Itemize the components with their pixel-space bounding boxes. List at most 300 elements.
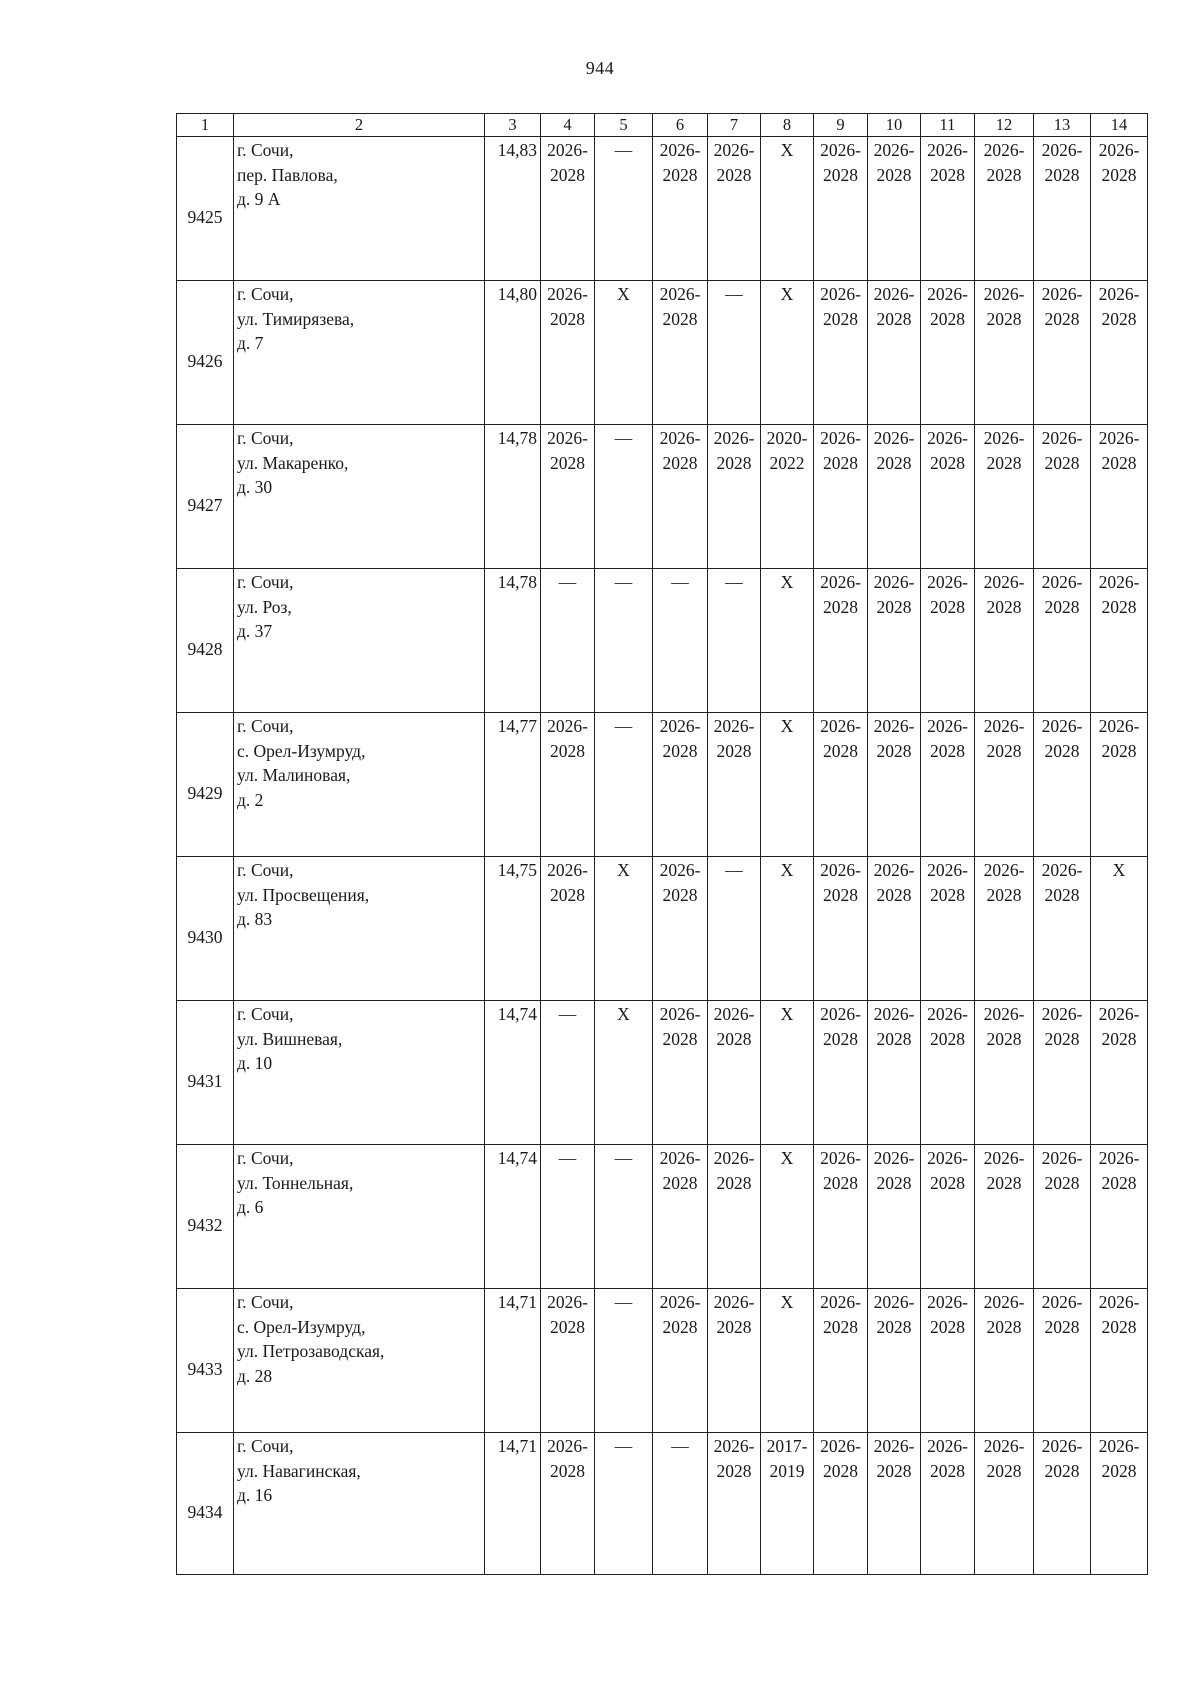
address-line: ул. Вишневая, <box>237 1028 343 1049</box>
period-line: 2028 <box>930 1028 965 1049</box>
period-line: 2026- <box>1098 1004 1140 1024</box>
period-cell <box>1034 857 1091 1001</box>
period-line: 2028 <box>876 740 912 761</box>
period-cell <box>595 1433 653 1575</box>
period-cell <box>975 569 1034 713</box>
period-cell <box>868 425 921 569</box>
period-cell <box>653 137 708 281</box>
period-cell <box>1034 281 1091 425</box>
period-cell <box>653 569 708 713</box>
period-cell <box>975 137 1034 281</box>
address-cell <box>234 137 485 281</box>
period-cell <box>595 569 653 713</box>
period-line: 2028 <box>986 452 1022 473</box>
period-line: — <box>725 860 743 880</box>
period-cell <box>595 713 653 857</box>
row-number: 9429 <box>177 713 234 857</box>
address-line: г. Сочи, <box>237 716 294 736</box>
column-header: 2 <box>234 114 485 137</box>
column-header: 4 <box>541 114 595 137</box>
period-line: 2028 <box>716 1028 752 1049</box>
period-cell <box>814 1145 868 1289</box>
value-cell: 14,74 <box>485 1145 541 1289</box>
table-row <box>177 1145 1148 1289</box>
period-line: 2026- <box>1041 428 1083 448</box>
period-line: Х <box>617 284 630 304</box>
period-cell <box>1034 425 1091 569</box>
address-line: ул. Просвещения, <box>237 884 370 905</box>
period-line: 2028 <box>823 1316 858 1337</box>
period-cell <box>1091 857 1148 1001</box>
period-line: 2026- <box>927 1292 968 1312</box>
period-line: Х <box>780 1292 794 1312</box>
period-line: 2026- <box>983 572 1025 592</box>
period-line: Х <box>780 572 794 592</box>
column-header: 13 <box>1034 114 1091 137</box>
address-cell <box>234 1145 485 1289</box>
period-line: 2026- <box>873 1148 915 1168</box>
period-line: 2026- <box>927 284 968 304</box>
period-line: 2026- <box>927 1148 968 1168</box>
address-line: г. Сочи, <box>237 140 294 160</box>
period-cell <box>1034 137 1091 281</box>
period-cell <box>921 1001 975 1145</box>
period-line: 2028 <box>876 452 912 473</box>
period-cell <box>595 137 653 281</box>
period-line: 2028 <box>550 452 585 473</box>
period-line: — <box>725 572 743 592</box>
period-line: 2026- <box>713 428 755 448</box>
period-line: 2026- <box>1098 428 1140 448</box>
period-cell <box>708 1433 761 1575</box>
period-cell <box>708 425 761 569</box>
period-cell <box>921 425 975 569</box>
period-line: 2028 <box>550 164 585 185</box>
period-line: — <box>614 1148 633 1168</box>
period-cell <box>761 425 814 569</box>
period-cell <box>921 569 975 713</box>
period-line: 2028 <box>986 596 1022 617</box>
period-line: 2026- <box>873 1292 915 1312</box>
value-cell: 14,78 <box>485 569 541 713</box>
period-line: 2028 <box>986 884 1022 905</box>
address-line: г. Сочи, <box>237 1004 294 1024</box>
table-row <box>177 1001 1148 1145</box>
value-cell: 14,77 <box>485 713 541 857</box>
period-line: — <box>558 1148 577 1168</box>
period-line: 2026- <box>1041 140 1083 160</box>
row-number: 9428 <box>177 569 234 713</box>
period-cell <box>975 713 1034 857</box>
period-line: 2028 <box>1044 596 1080 617</box>
period-cell <box>868 1289 921 1433</box>
value-cell: 14,83 <box>485 137 541 281</box>
period-line: 2028 <box>1101 308 1137 329</box>
period-cell <box>653 857 708 1001</box>
period-cell <box>761 569 814 713</box>
address-line: г. Сочи, <box>237 1148 294 1168</box>
address-line: г. Сочи, <box>237 428 294 448</box>
period-line: 2026- <box>873 860 915 880</box>
period-cell <box>653 1289 708 1433</box>
period-cell <box>708 713 761 857</box>
period-line: 2026- <box>927 716 968 736</box>
period-cell <box>868 713 921 857</box>
period-line: 2026- <box>873 428 915 448</box>
period-line: 2028 <box>550 1460 585 1481</box>
period-line: 2026- <box>547 1436 588 1456</box>
period-line: 2028 <box>1101 452 1137 473</box>
period-line: 2028 <box>662 1316 698 1337</box>
period-cell <box>975 1289 1034 1433</box>
address-line: д. 37 <box>237 621 273 641</box>
row-number: 9430 <box>177 857 234 1001</box>
period-line: 2026- <box>927 1004 968 1024</box>
period-line: Х <box>617 1004 630 1024</box>
period-line: 2026- <box>713 1004 755 1024</box>
period-line: 2028 <box>930 164 965 185</box>
row-number: 9432 <box>177 1145 234 1289</box>
period-line: 2026- <box>547 1292 588 1312</box>
period-cell <box>921 857 975 1001</box>
period-cell <box>975 857 1034 1001</box>
period-line: 2028 <box>550 740 585 761</box>
address-cell <box>234 1001 485 1145</box>
row-number: 9431 <box>177 1001 234 1145</box>
column-header: 9 <box>814 114 868 137</box>
period-cell <box>595 857 653 1001</box>
period-line: 2028 <box>716 164 752 185</box>
period-line: 2028 <box>930 884 965 905</box>
period-line: 2028 <box>662 452 698 473</box>
address-line: ул. Макаренко, <box>237 452 349 473</box>
period-cell <box>1091 1433 1148 1575</box>
address-line: ул. Тоннельная, <box>237 1172 354 1193</box>
period-line: 2026- <box>1098 572 1140 592</box>
address-line: д. 28 <box>237 1365 273 1386</box>
address-cell <box>234 1289 485 1433</box>
row-number: 9427 <box>177 425 234 569</box>
column-header: 8 <box>761 114 814 137</box>
period-cell <box>653 281 708 425</box>
period-line: Х <box>780 1004 794 1024</box>
row-number: 9433 <box>177 1289 234 1433</box>
period-line: 2028 <box>876 308 912 329</box>
period-line: 2022 <box>769 452 805 473</box>
period-line: 2026- <box>820 1148 861 1168</box>
period-line: 2026- <box>659 860 701 880</box>
period-line: 2028 <box>823 1028 858 1049</box>
period-cell <box>814 1433 868 1575</box>
period-cell <box>1091 569 1148 713</box>
period-cell <box>1034 1433 1091 1575</box>
period-line: 2028 <box>1044 164 1080 185</box>
address-cell <box>234 281 485 425</box>
period-cell <box>868 137 921 281</box>
period-cell <box>1091 281 1148 425</box>
address-line: пер. Павлова, <box>237 164 338 185</box>
period-line: 2028 <box>986 1460 1022 1481</box>
period-line: 2026- <box>820 572 861 592</box>
column-header: 11 <box>921 114 975 137</box>
period-cell <box>708 857 761 1001</box>
period-cell <box>1034 713 1091 857</box>
period-line: 2028 <box>823 452 858 473</box>
period-line: 2026- <box>659 1148 701 1168</box>
period-cell <box>761 1433 814 1575</box>
period-cell <box>541 137 595 281</box>
period-line: 2026- <box>983 1004 1025 1024</box>
period-line: 2028 <box>876 596 912 617</box>
address-line: г. Сочи, <box>237 860 294 880</box>
row-number: 9425 <box>177 137 234 281</box>
period-cell <box>653 425 708 569</box>
address-line: г. Сочи, <box>237 1436 294 1456</box>
period-cell <box>1091 1145 1148 1289</box>
period-cell <box>761 857 814 1001</box>
period-line: 2026- <box>713 1148 755 1168</box>
address-cell <box>234 425 485 569</box>
period-line: 2028 <box>930 596 965 617</box>
address-line: ул. Роз, <box>237 596 292 617</box>
table-row <box>177 281 1148 425</box>
period-line: 2028 <box>930 1460 965 1481</box>
period-cell <box>541 857 595 1001</box>
page-number: 944 <box>585 58 615 78</box>
period-line: 2028 <box>930 308 965 329</box>
period-line: 2028 <box>1101 1172 1137 1193</box>
period-line: — <box>725 284 743 304</box>
period-cell <box>921 713 975 857</box>
period-cell <box>595 1145 653 1289</box>
period-line: 2028 <box>930 452 965 473</box>
period-cell <box>921 1289 975 1433</box>
period-cell <box>541 1289 595 1433</box>
period-cell <box>975 1145 1034 1289</box>
housing-register-table <box>176 113 1148 1575</box>
period-line: 2028 <box>550 884 585 905</box>
address-line: д. 16 <box>237 1485 273 1505</box>
table-row <box>177 713 1148 857</box>
period-cell <box>1034 1001 1091 1145</box>
period-line: 2028 <box>550 308 585 329</box>
address-line: г. Сочи, <box>237 284 294 304</box>
table-row <box>177 1433 1148 1575</box>
period-cell <box>868 1433 921 1575</box>
period-line: 2028 <box>716 1316 752 1337</box>
address-line: д. 9 А <box>237 189 281 209</box>
period-line: 2028 <box>986 1172 1022 1193</box>
period-line: 2026- <box>1098 1292 1140 1312</box>
column-header: 5 <box>595 114 653 137</box>
period-line: 2028 <box>876 1460 912 1481</box>
period-line: 2028 <box>716 1460 752 1481</box>
period-line: 2028 <box>930 1316 965 1337</box>
period-line: 2026- <box>983 428 1025 448</box>
address-line: г. Сочи, <box>237 1292 294 1312</box>
address-line: ул. Петрозаводская, <box>237 1341 385 1361</box>
period-line: 2028 <box>1044 308 1080 329</box>
period-line: 2028 <box>1101 596 1137 617</box>
value-cell: 14,78 <box>485 425 541 569</box>
period-line: 2026- <box>659 716 701 736</box>
address-line: с. Орел-Изумруд, <box>237 740 366 761</box>
period-line: 2028 <box>823 308 858 329</box>
period-line: 2028 <box>550 1316 585 1337</box>
period-line: 2026- <box>873 572 915 592</box>
period-line: 2026- <box>820 860 861 880</box>
period-line: 2019 <box>769 1460 805 1481</box>
address-line: ул. Навагинская, <box>237 1460 361 1481</box>
period-cell <box>868 1145 921 1289</box>
period-line: — <box>614 140 633 160</box>
period-line: — <box>614 716 633 736</box>
period-line: 2026- <box>820 1436 861 1456</box>
period-line: 2028 <box>986 1316 1022 1337</box>
period-line: 2026- <box>547 140 588 160</box>
period-cell <box>975 1001 1034 1145</box>
period-line: 2026- <box>1041 716 1083 736</box>
period-line: 2028 <box>716 1172 752 1193</box>
period-line: Х <box>1112 860 1126 880</box>
period-cell <box>975 425 1034 569</box>
address-cell <box>234 713 485 857</box>
period-line: 2028 <box>986 1028 1022 1049</box>
period-cell <box>1091 425 1148 569</box>
period-line: 2026- <box>927 140 968 160</box>
table-row <box>177 425 1148 569</box>
period-line: 2026- <box>547 284 588 304</box>
period-line: 2028 <box>1044 1172 1080 1193</box>
period-line: 2028 <box>662 884 698 905</box>
address-line: д. 30 <box>237 477 273 497</box>
period-line: 2026- <box>1098 1436 1140 1456</box>
period-line: 2026- <box>659 284 701 304</box>
period-cell <box>708 1001 761 1145</box>
address-line: с. Орел-Изумруд, <box>237 1316 366 1337</box>
period-line: 2026- <box>1041 572 1083 592</box>
period-line: 2028 <box>823 1172 858 1193</box>
value-cell: 14,75 <box>485 857 541 1001</box>
column-number-header-row <box>177 114 1148 137</box>
period-line: — <box>558 1004 577 1024</box>
period-cell <box>541 569 595 713</box>
address-cell <box>234 569 485 713</box>
period-line: 2017- <box>766 1436 808 1456</box>
period-line: 2028 <box>986 308 1022 329</box>
address-line: д. 2 <box>237 789 264 810</box>
period-line: 2028 <box>1044 740 1080 761</box>
period-line: 2026- <box>547 860 588 880</box>
period-cell <box>595 1001 653 1145</box>
address-cell <box>234 857 485 1001</box>
period-cell <box>541 1145 595 1289</box>
period-line: 2026- <box>1098 140 1140 160</box>
period-line: 2028 <box>876 164 912 185</box>
period-cell <box>1034 569 1091 713</box>
period-line: 2026- <box>927 572 968 592</box>
column-header: 1 <box>177 114 234 137</box>
period-line: — <box>614 1436 633 1456</box>
period-line: 2028 <box>1101 740 1137 761</box>
period-line: 2026- <box>547 716 588 736</box>
period-cell <box>761 713 814 857</box>
period-cell <box>814 137 868 281</box>
row-number: 9434 <box>177 1433 234 1575</box>
period-line: 2026- <box>983 284 1025 304</box>
period-line: 2026- <box>927 1436 968 1456</box>
period-line: 2026- <box>547 428 588 448</box>
period-cell <box>761 1001 814 1145</box>
period-cell <box>1091 137 1148 281</box>
period-line: 2026- <box>713 140 755 160</box>
period-cell <box>975 1433 1034 1575</box>
address-line: д. 7 <box>237 333 264 353</box>
period-line: 2026- <box>983 1436 1025 1456</box>
period-line: 2026- <box>1041 860 1083 880</box>
period-line: 2028 <box>1044 1028 1080 1049</box>
period-line: 2026- <box>873 1004 915 1024</box>
period-cell <box>541 425 595 569</box>
period-line: 2026- <box>820 140 861 160</box>
period-line: 2026- <box>820 1292 861 1312</box>
column-header: 3 <box>485 114 541 137</box>
address-line: ул. Малиновая, <box>237 765 351 785</box>
period-cell <box>541 281 595 425</box>
period-line: Х <box>780 140 794 160</box>
period-line: Х <box>617 860 630 880</box>
period-line: 2028 <box>1101 1460 1137 1481</box>
period-line: 2028 <box>986 164 1022 185</box>
period-line: 2026- <box>1041 1436 1083 1456</box>
period-line: — <box>671 572 689 592</box>
period-cell <box>708 281 761 425</box>
period-cell <box>653 1145 708 1289</box>
value-cell: 14,71 <box>485 1289 541 1433</box>
period-line: 2026- <box>1041 1292 1083 1312</box>
period-cell <box>653 1001 708 1145</box>
period-line: 2026- <box>1098 284 1140 304</box>
table-row <box>177 1289 1148 1433</box>
period-line: 2026- <box>659 1004 701 1024</box>
period-cell <box>595 1289 653 1433</box>
period-line: — <box>558 572 577 592</box>
period-cell <box>595 425 653 569</box>
period-line: Х <box>780 716 794 736</box>
row-number: 9426 <box>177 281 234 425</box>
period-cell <box>921 137 975 281</box>
column-header: 14 <box>1091 114 1148 137</box>
period-line: 2028 <box>823 740 858 761</box>
period-line: 2028 <box>1044 452 1080 473</box>
column-header: 6 <box>653 114 708 137</box>
period-cell <box>814 857 868 1001</box>
address-line: д. 6 <box>237 1197 264 1217</box>
period-cell <box>761 1289 814 1433</box>
period-line: 2026- <box>873 140 915 160</box>
period-cell <box>921 1145 975 1289</box>
period-cell <box>761 281 814 425</box>
period-cell <box>975 281 1034 425</box>
period-line: 2028 <box>823 884 858 905</box>
period-line: 2028 <box>876 1028 912 1049</box>
period-line: 2028 <box>662 308 698 329</box>
period-cell <box>1034 1145 1091 1289</box>
period-cell <box>541 1433 595 1575</box>
period-line: 2026- <box>983 860 1025 880</box>
period-line: 2028 <box>716 452 752 473</box>
period-line: 2028 <box>662 1172 698 1193</box>
